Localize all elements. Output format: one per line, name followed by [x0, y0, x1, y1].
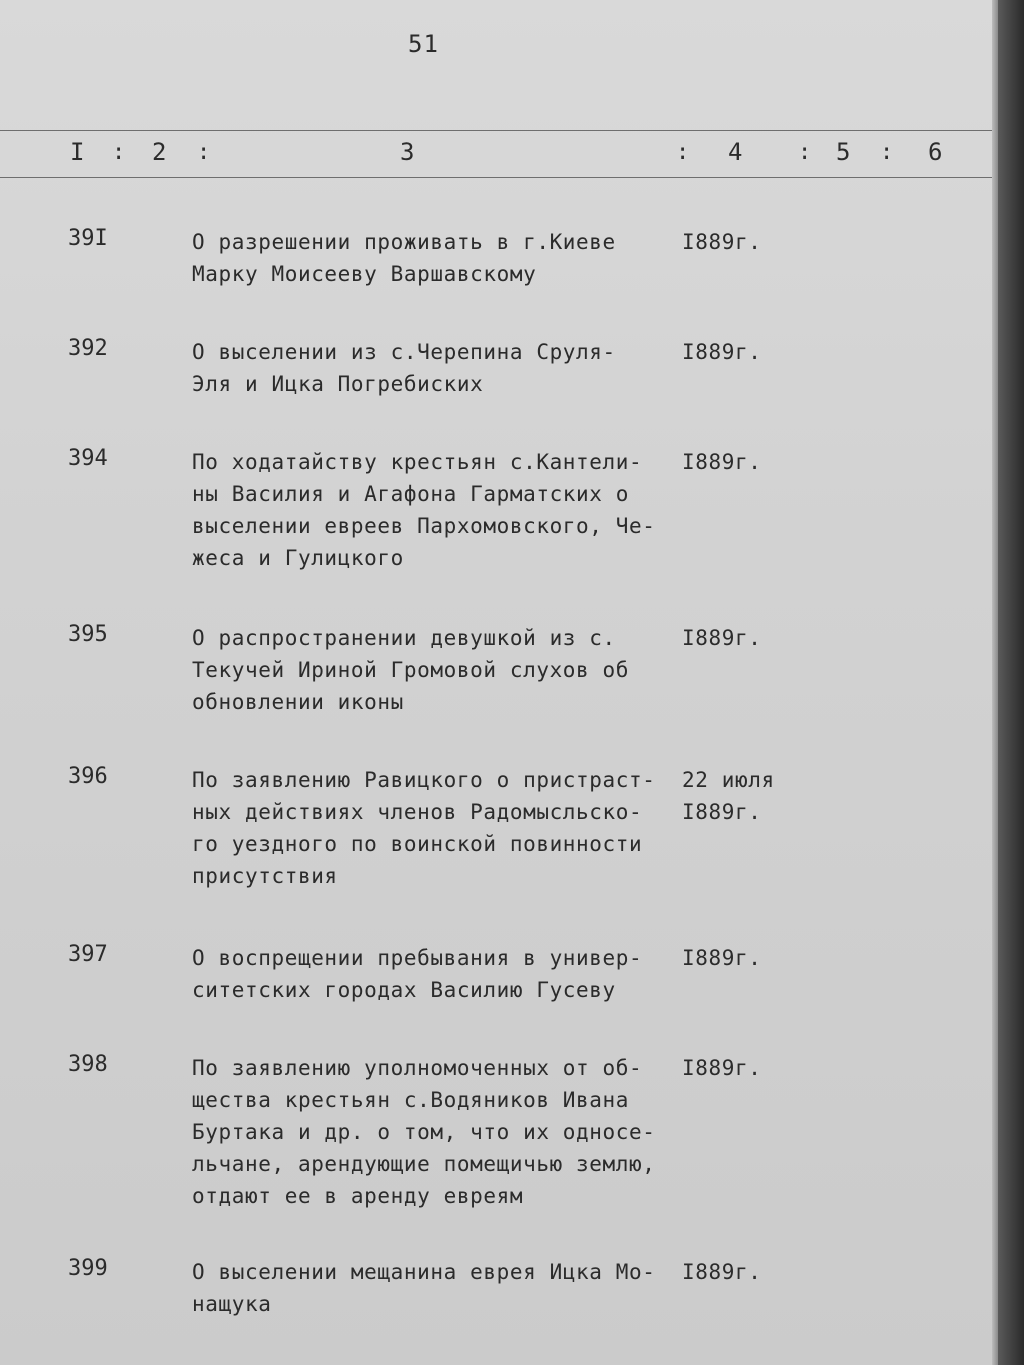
entry-title	[192, 1256, 672, 1320]
entry-date-line: 22 июля	[682, 768, 775, 792]
header-rule-bottom	[0, 177, 992, 178]
entry-title-line: О распространении девушкой из с.	[192, 626, 616, 650]
entry-title-line: присутствия	[192, 864, 338, 888]
entry-date-line: I889г.	[682, 1056, 762, 1080]
column-header-4: 4	[728, 138, 743, 166]
column-header-3: 3	[400, 138, 415, 166]
entry-title-line: выселении евреев Пархомовского, Че-	[192, 514, 656, 538]
entry-number: 392	[68, 336, 108, 361]
entry-title-line: льчане, арендующие помещичью землю,	[192, 1152, 656, 1176]
entry-number: 39I	[68, 226, 108, 251]
entry-date	[682, 336, 761, 368]
column-header-6: 6	[928, 138, 943, 166]
entry-title-line: го уездного по воинской повинности	[192, 832, 643, 856]
header-rule-top	[0, 130, 992, 131]
entry-title-line: отдают ее в аренду евреям	[192, 1184, 524, 1208]
entry-title	[192, 1052, 672, 1212]
entry-date	[682, 446, 761, 478]
entry-title-line: ных действиях членов Радомысльско-	[192, 800, 643, 824]
entry-date-line: I889г.	[682, 800, 762, 824]
entry-title-line: Эля и Ицка Погребиских	[192, 372, 484, 396]
entry-title-line: Текучей Ириной Громовой слухов об	[192, 658, 630, 682]
entry-title-line: Марку Моисееву Варшавскому	[192, 262, 537, 286]
entry-date	[682, 1052, 761, 1084]
entry-date	[682, 942, 761, 974]
entry-number: 396	[68, 764, 108, 789]
entry-title-line: По ходатайству крестьян с.Кантели-	[192, 450, 643, 474]
column-separator: :	[676, 140, 690, 165]
entry-date	[682, 1256, 761, 1288]
entry-number: 394	[68, 446, 108, 471]
entry-number: 397	[68, 942, 108, 967]
page-number: 51	[408, 30, 439, 58]
entry-title-line: По заявлению уполномоченных от об-	[192, 1056, 643, 1080]
column-separator: :	[880, 140, 894, 165]
entry-title-line: нащука	[192, 1292, 272, 1316]
column-separator: :	[197, 140, 211, 165]
entry-title-line: ситетских городах Василию Гусеву	[192, 978, 616, 1002]
entry-title-line: щества крестьян с.Водяников Ивана	[192, 1088, 630, 1112]
entry-number: 399	[68, 1256, 108, 1281]
entry-title	[192, 622, 672, 718]
entry-number: 395	[68, 622, 108, 647]
column-header-5: 5	[836, 138, 851, 166]
entry-title	[192, 764, 672, 892]
entry-title-line: О воспрещении пребывания в универ-	[192, 946, 643, 970]
entry-title-line: жеса и Гулицкого	[192, 546, 404, 570]
entry-title-line: обновлении иконы	[192, 690, 404, 714]
entry-date-line: I889г.	[682, 1260, 762, 1284]
entry-date-line: I889г.	[682, 626, 762, 650]
entry-date	[682, 622, 761, 654]
entry-title-line: О выселении мещанина еврея Ицка Мо-	[192, 1260, 656, 1284]
entry-date-line: I889г.	[682, 340, 762, 364]
column-separator: :	[798, 140, 812, 165]
entry-title-line: По заявлению Равицкого о пристраст-	[192, 768, 656, 792]
background-edge	[998, 0, 1024, 1365]
entry-date-line: I889г.	[682, 450, 762, 474]
entry-title	[192, 942, 672, 1006]
entry-date	[682, 226, 761, 258]
column-header-2: 2	[152, 138, 167, 166]
entry-number: 398	[68, 1052, 108, 1077]
entry-date-line: I889г.	[682, 946, 762, 970]
entry-date-line: I889г.	[682, 230, 762, 254]
entry-date	[682, 764, 775, 828]
entry-title	[192, 336, 672, 400]
entry-title-line: Буртака и др. о том, что их односе-	[192, 1120, 656, 1144]
entry-title-line: О выселении из с.Черепина Сруля-	[192, 340, 616, 364]
entry-title	[192, 446, 672, 574]
entry-title-line: ны Василия и Агафона Гарматских о	[192, 482, 630, 506]
entry-title	[192, 226, 672, 290]
column-separator: :	[112, 140, 126, 165]
entry-title-line: О разрешении проживать в г.Киеве	[192, 230, 616, 254]
column-header-1: I	[70, 138, 85, 166]
